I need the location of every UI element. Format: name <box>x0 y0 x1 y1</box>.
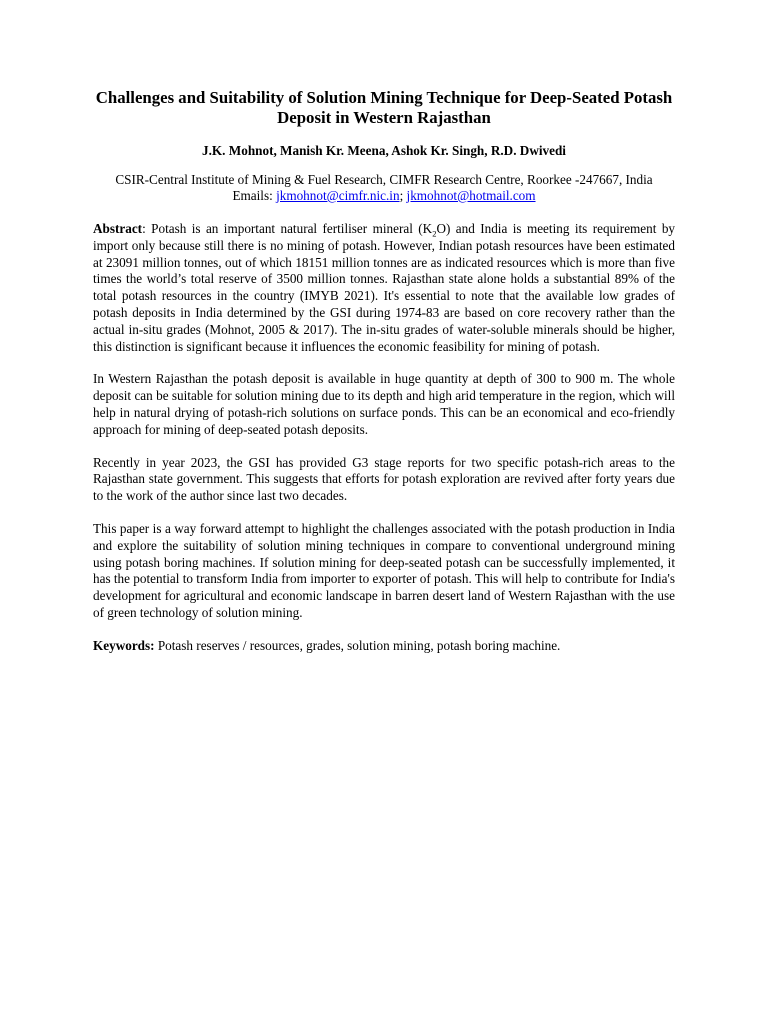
body-paragraph-3: This paper is a way forward attempt to highlight the challenges associated with the potash production in India and explore the suitability of solution mining techniques in compare to conventional underground mining using potash boring machines. If solution mining for deep-seated potash can be successfully implemented, it has the potential to transform India from importer to exporter of potash. This will help to contribute for India's development for agricultural and economic landscape in barren desert land of Western Rajasthan with the use of green technology of solution mining. <box>93 520 675 620</box>
abstract-text-part2: O) and India is meeting its requirement by import only because still there is no mining of potash. However, Indian potash resources have been estimated at 23091 million tonnes, out of which 18151 million tonnes are as indicated resources which is more than five times the world’s total reserve of 3500 million tonnes. Rajasthan state alone holds a substantial 89% of the total potash resources in the country (IMYB 2021). It's essential to note that the available low grades of potash deposits in India determined by the GSI during 1974-83 are based on core recovery rather than the actual in-situ grades (Mohnot, 2005 & 2017). The in-situ grades of water-soluble minerals should be higher, this distinction is significant because it influences the economic feasibility for mining of potash. <box>93 221 676 354</box>
emails-label: Emails: <box>232 188 273 203</box>
body-paragraph-2: Recently in year 2023, the GSI has provided G3 stage reports for two specific potash-rich areas to the Rajasthan state government. This suggests that efforts for potash exploration are revived after forty years due to the work of the author since last two decades. <box>93 454 675 504</box>
affiliation: CSIR-Central Institute of Mining & Fuel Research, CIMFR Research Centre, Roorkee -247667, India <box>115 172 653 187</box>
emails-separator: ; <box>399 188 404 203</box>
email-link-hotmail[interactable]: jkmohnot@hotmail.com <box>406 188 536 203</box>
abstract-paragraph <box>93 221 675 355</box>
body-paragraph-1: In Western Rajasthan the potash deposit is available in huge quantity at depth of 300 to 900 m. The whole deposit can be suitable for solution mining due to its depth and high arid temperature in the region, which will help in natural drying of potash-rich solutions on surface ponds. This can be an economical and eco-friendly approach for mining of deep-seated potash deposits. <box>93 371 675 437</box>
abstract-label: Abstract <box>93 221 143 236</box>
paper-title: Challenges and Suitability of Solution Mining Technique for Deep-Seated Potash Deposit in Western Rajasthan <box>95 88 673 127</box>
paper-page <box>93 88 675 671</box>
emails-line <box>93 188 675 204</box>
formula-subscript: 2 <box>432 228 437 239</box>
abstract-text-part1: : Potash is an important natural fertiliser mineral (K <box>142 221 433 236</box>
keywords-label: Keywords: <box>93 637 155 653</box>
author-list: J.K. Mohnot, Manish Kr. Meena, Ashok Kr. Singh, R.D. Dwivedi <box>202 143 566 158</box>
keywords-paragraph <box>93 638 675 655</box>
email-link-cimfr[interactable]: jkmohnot@cimfr.nic.in <box>276 188 400 203</box>
keywords-text: Potash reserves / resources, grades, solution mining, potash boring machine. <box>154 637 561 653</box>
